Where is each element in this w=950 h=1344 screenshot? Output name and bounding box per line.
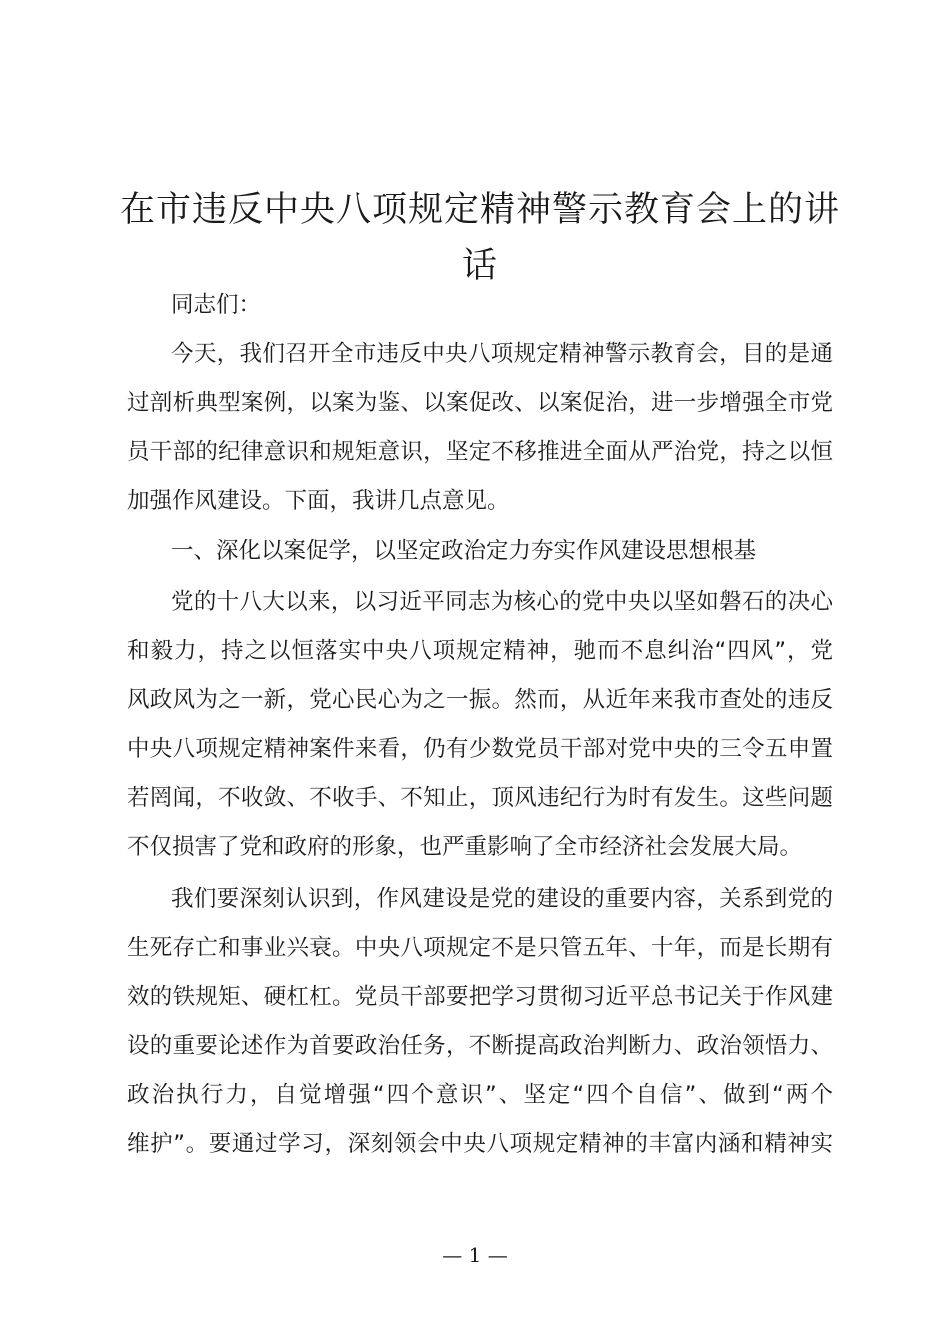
section-heading-1: 一、深化以案促学，以坚定政治定力夯实作风建设思想根基 bbox=[171, 538, 757, 564]
paragraph-3-line-4: 设的重要论述作为首要政治任务，不断提高政治判断力、政治领悟力、 bbox=[127, 1033, 833, 1059]
paragraph-1-line-3: 员干部的纪律意识和规矩意识，坚定不移推进全面从严治党，持之以恒 bbox=[127, 439, 833, 465]
paragraph-2-line-1: 党的十八大以来，以习近平同志为核心的党中央以坚如磐石的决心 bbox=[171, 589, 833, 615]
paragraph-2-line-6: 不仅损害了党和政府的形象，也严重影响了全市经济社会发展大局。 bbox=[127, 834, 803, 860]
page-number: — 1 — bbox=[442, 1243, 508, 1267]
paragraph-1-line-4: 加强作风建设。下面，我讲几点意见。 bbox=[127, 488, 510, 514]
paragraph-3-line-1: 我们要深刻认识到，作风建设是党的建设的重要内容，关系到党的 bbox=[171, 886, 833, 912]
document-title bbox=[120, 182, 840, 294]
paragraph-3-line-5: 政治执行力，自觉增强“四个意识”、坚定“四个自信”、做到“两个 bbox=[127, 1082, 833, 1108]
paragraph-3-line-3: 效的铁规矩、硬杠杠。党员干部要把学习贯彻习近平总书记关于作风建 bbox=[127, 984, 833, 1010]
paragraph-3-line-6: 维护”。要通过学习，深刻领会中央八项规定精神的丰富内涵和精神实 bbox=[127, 1131, 833, 1157]
paragraph-1-line-2: 过剖析典型案例，以案为鉴、以案促改、以案促治，进一步增强全市党 bbox=[127, 390, 833, 416]
paragraph-3-line-2: 生死存亡和事业兴衰。中央八项规定不是只管五年、十年，而是长期有 bbox=[127, 935, 833, 961]
greeting: 同志们： bbox=[171, 292, 262, 318]
paragraph-2-line-2: 和毅力，持之以恒落实中央八项规定精神，驰而不息纠治“四风”，党 bbox=[127, 638, 833, 664]
title-line-1: 在市违反中央八项规定精神警示教育会上的讲 bbox=[120, 190, 841, 230]
paragraph-2-line-3: 风政风为之一新，党心民心为之一振。然而，从近年来我市查处的违反 bbox=[127, 687, 833, 713]
paragraph-1-line-1: 今天，我们召开全市违反中央八项规定精神警示教育会，目的是通 bbox=[171, 341, 833, 367]
title-line-2: 话 bbox=[461, 246, 498, 286]
paragraph-2-line-4: 中央八项规定精神案件来看，仍有少数党员干部对党中央的三令五申置 bbox=[127, 736, 833, 762]
paragraph-2-line-5: 若罔闻，不收敛、不收手、不知止，顶风违纪行为时有发生。这些问题 bbox=[127, 785, 833, 811]
